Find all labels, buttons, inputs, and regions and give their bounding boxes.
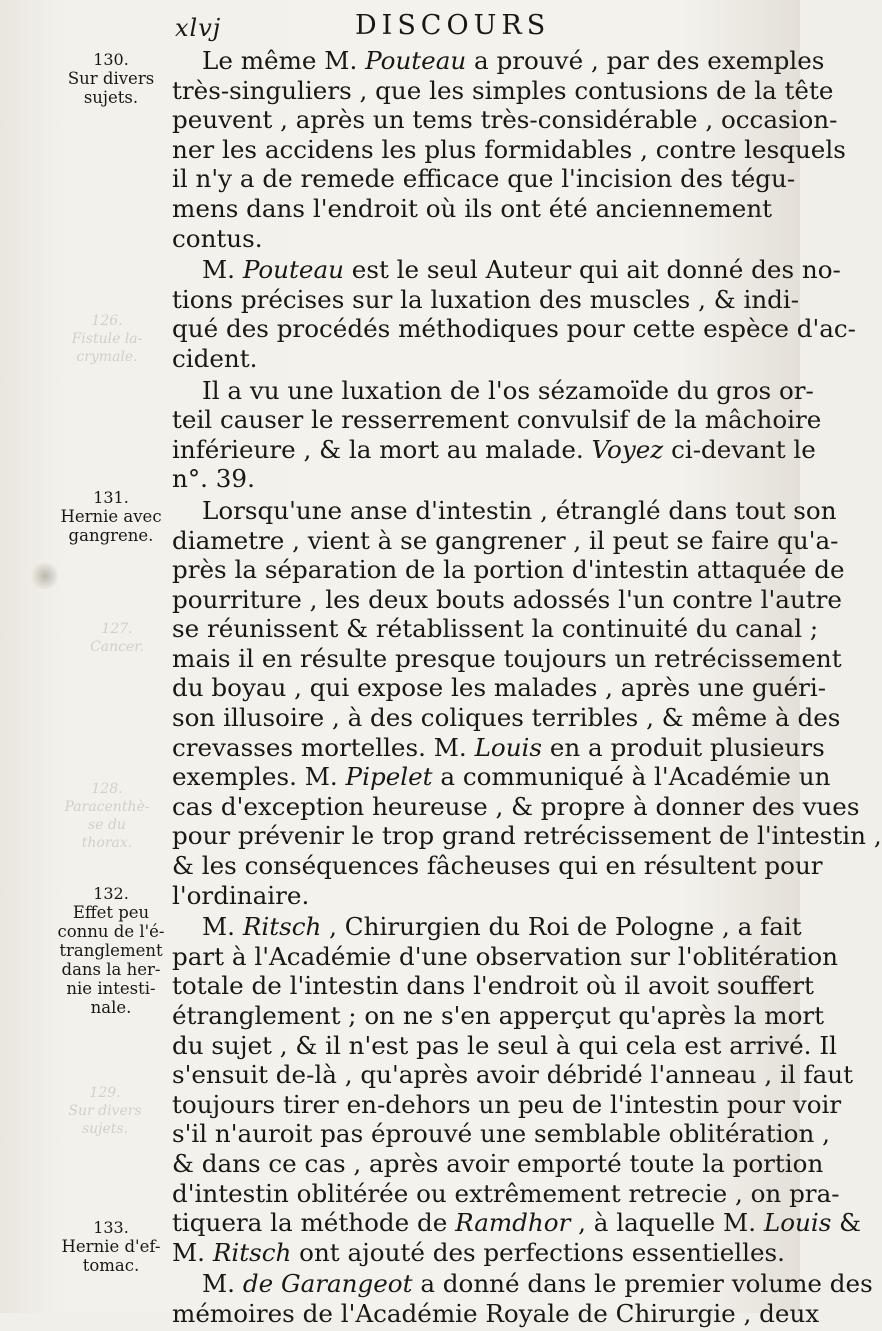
show-through-note bbox=[60, 1084, 150, 1138]
margin-note-number: 130. bbox=[93, 50, 129, 69]
show-through-line: Cancer. bbox=[90, 639, 144, 655]
margin-note-line: gangrene. bbox=[68, 526, 154, 545]
margin-note-line: nie intesti- bbox=[66, 979, 156, 998]
text-line: pourriture , les deux bouts adossés l'un contre l'autre bbox=[172, 584, 842, 614]
paragraph bbox=[172, 375, 822, 494]
margin-note-line: Hernie d'ef- bbox=[61, 1237, 161, 1256]
text-line: Le même M. Pouteau a prouvé , par des exemples bbox=[202, 46, 825, 75]
text-line: mémoires de l'Académie Royale de Chirurgie , deux bbox=[172, 1298, 820, 1328]
paragraph bbox=[172, 46, 846, 253]
margin-note-131 bbox=[52, 488, 170, 545]
text-line: M. Pouteau est le seul Auteur qui ait donné des no- bbox=[202, 255, 841, 285]
text-line: contus. bbox=[172, 223, 263, 253]
show-through-line: se du thorax. bbox=[81, 817, 133, 851]
text-line: M. de Garangeot a donné dans le premier volume des bbox=[202, 1269, 873, 1299]
text-line: Lorsqu'une anse d'intestin , étranglé dans tout son bbox=[202, 495, 837, 525]
text-line: & les conséquences fâcheuses qui en résultent pour bbox=[172, 851, 823, 881]
show-through-line: sujets. bbox=[81, 1121, 129, 1137]
paragraph bbox=[172, 1269, 873, 1328]
page-number: xlvj bbox=[175, 14, 222, 42]
margin-note-number: 132. bbox=[93, 884, 129, 903]
text-line: près la séparation de la portion d'intestin attaquée de bbox=[172, 555, 845, 585]
text-line: du boyau , qui expose les malades , après une guéri- bbox=[172, 673, 827, 703]
text-line: inférieure , & la mort au malade. Voyez ci-devant le bbox=[172, 434, 816, 464]
show-through-line: 128. bbox=[91, 781, 123, 797]
text-line: l'ordinaire. bbox=[172, 880, 310, 910]
show-through-line: crymale. bbox=[76, 349, 138, 365]
text-line: se réunissent & rétablissent la continuité du canal ; bbox=[172, 614, 819, 644]
text-line: tiquera la méthode de Ramdhor , à laquelle M. Louis & bbox=[172, 1208, 862, 1238]
body-text bbox=[172, 46, 882, 1331]
paragraph bbox=[172, 255, 856, 373]
text-line: il n'y a de remede efficace que l'incision des tégu- bbox=[172, 164, 796, 194]
show-through-line: Sur divers bbox=[68, 1103, 142, 1119]
text-line: cas d'exception heureuse , & propre à donner des vues bbox=[172, 791, 860, 821]
margin-note-line: dans la her- bbox=[61, 960, 161, 979]
text-line: Il a vu une luxation de l'os sézamoïde du gros or- bbox=[202, 375, 814, 405]
margin-note-line: tomac. bbox=[82, 1256, 140, 1275]
text-line: peuvent , après un tems très-considérable , occasion- bbox=[172, 105, 838, 135]
show-through-line: 129. bbox=[89, 1085, 121, 1101]
text-line: & dans ce cas , après avoir emporté toute la portion bbox=[172, 1148, 824, 1178]
text-line: mens dans l'endroit où ils ont été anciennement bbox=[172, 193, 773, 223]
text-line: mais il en résulte presque toujours un retrécissement bbox=[172, 643, 842, 673]
show-through-line: 127. bbox=[101, 621, 133, 637]
text-line: teil causer le resserrement convulsif de la mâchoire bbox=[172, 405, 822, 435]
text-line: crevasses mortelles. M. Louis en a produit plusieurs bbox=[172, 732, 825, 762]
page-header bbox=[0, 8, 800, 48]
text-line: très-singuliers , que les simples contusions de la tête bbox=[172, 75, 834, 105]
text-line: son illusoire , à des coliques terribles , & même à des bbox=[172, 703, 841, 733]
text-line: M. Ritsch , Chirurgien du Roi de Pologne , a fait bbox=[202, 912, 802, 942]
margin-note-line: connu de l'é- bbox=[57, 922, 165, 941]
text-line: s'ensuit de-là , qu'après avoir débridé l'anneau , il faut bbox=[172, 1060, 853, 1090]
show-through-line: Fistule la- bbox=[71, 331, 143, 347]
show-through-line: 126. bbox=[91, 313, 123, 329]
margin-note-line: sujets. bbox=[83, 88, 139, 107]
text-line: diametre , vient à se gangrener , il peut se faire qu'a- bbox=[172, 525, 839, 555]
text-line: s'il n'auroit pas éprouvé une semblable oblitération , bbox=[172, 1119, 830, 1149]
text-line: pour prévenir le trop grand retrécissement de l'intestin , bbox=[172, 821, 882, 851]
margin-note-132 bbox=[52, 884, 170, 1017]
margin-note-line: Effet peu bbox=[72, 903, 150, 922]
show-through-note bbox=[62, 780, 152, 852]
text-line: M. Ritsch ont ajouté des perfections essentielles. bbox=[172, 1237, 785, 1267]
text-line: d'intestin oblitérée ou extrêmement retrecie , on pra- bbox=[172, 1178, 840, 1208]
text-line: toujours tirer en-dehors un peu de l'intestin pour voir bbox=[172, 1089, 842, 1119]
margin-note-line: tranglement bbox=[59, 941, 163, 960]
text-line: exemples. M. Pipelet a communiqué à l'Académie un bbox=[172, 762, 831, 792]
show-through-note bbox=[62, 312, 152, 366]
text-line: part à l'Académie d'une observation sur l'oblitération bbox=[172, 941, 839, 971]
text-line: tions précises sur la luxation des muscles , & indi- bbox=[172, 284, 800, 314]
show-through-line: Paracenthè- bbox=[64, 799, 150, 815]
show-through-note bbox=[72, 620, 162, 656]
text-line: qué des procédés méthodiques pour cette espèce d'ac- bbox=[172, 314, 856, 344]
paragraph bbox=[172, 912, 862, 1267]
margin-note-133 bbox=[52, 1218, 170, 1275]
margin-note-line: nale. bbox=[90, 998, 132, 1017]
text-line: n°. 39. bbox=[172, 464, 255, 494]
margin-note-130 bbox=[52, 50, 170, 107]
text-line: cident. bbox=[172, 343, 258, 373]
text-line: ner les accidens les plus formidables , contre lesquels bbox=[172, 134, 846, 164]
text-line: du sujet , & il n'est pas le seul à qui cela est arrivé. Il bbox=[172, 1030, 837, 1060]
margin-note-number: 131. bbox=[93, 488, 129, 507]
text-line: étranglement ; on ne s'en apperçut qu'après la mort bbox=[172, 1001, 825, 1030]
margin-note-line: Sur divers bbox=[67, 69, 155, 88]
text-line: totale de l'intestin dans l'endroit où il avoit souffert bbox=[172, 971, 814, 1001]
paragraph bbox=[172, 495, 882, 910]
running-title: DISCOURS bbox=[355, 10, 551, 41]
margin-note-number: 133. bbox=[93, 1218, 129, 1237]
margin-note-line: Hernie avec bbox=[60, 507, 162, 526]
paper-stain bbox=[30, 562, 60, 590]
